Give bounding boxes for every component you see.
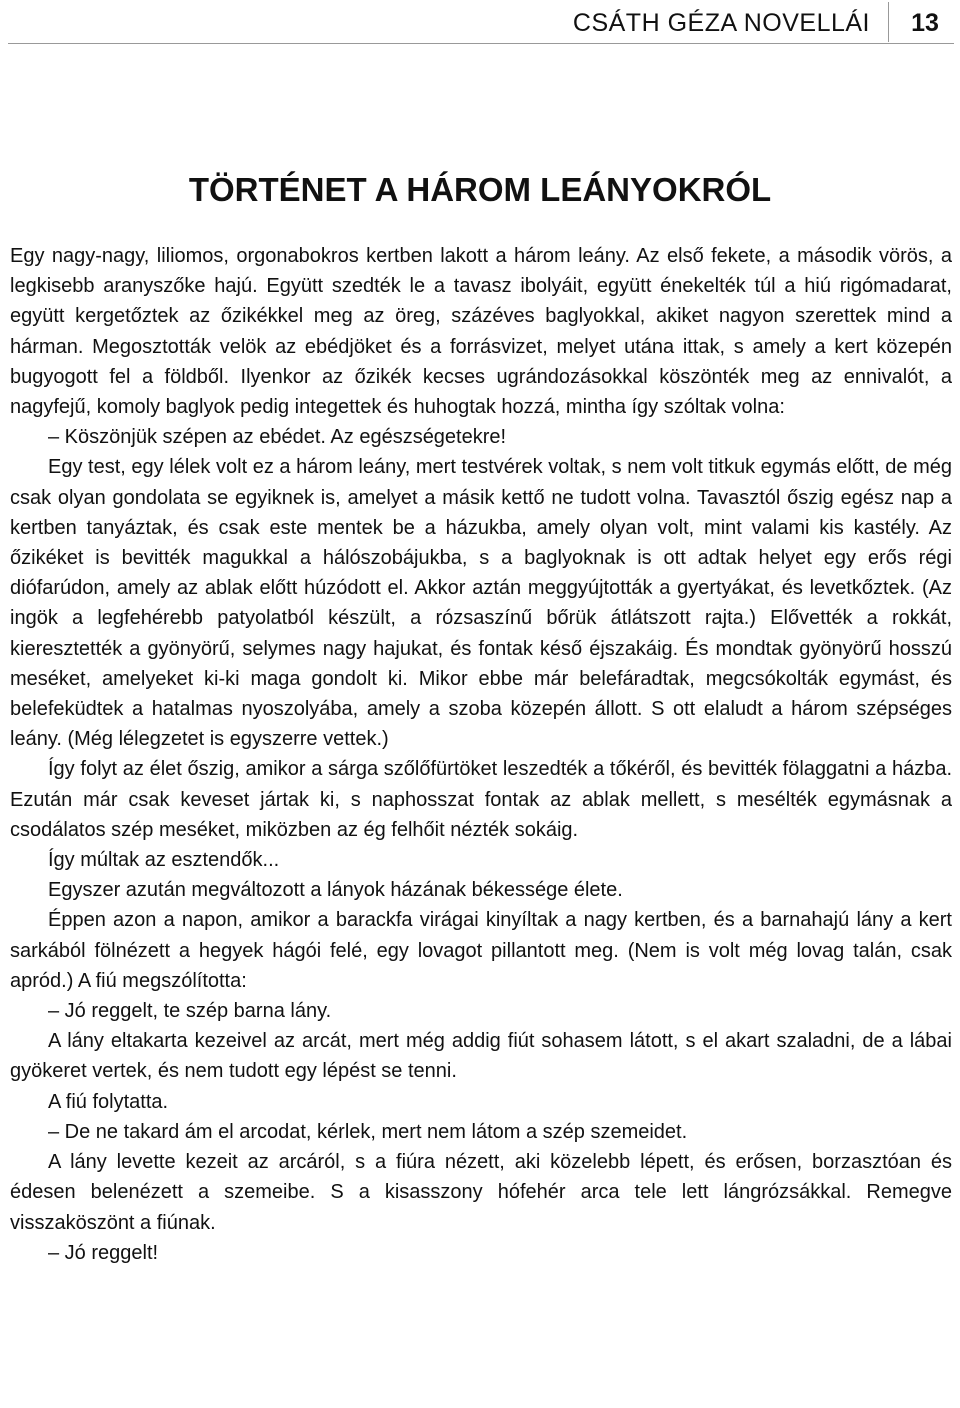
paragraph: Egyszer azután megváltozott a lányok házának békessége élete. bbox=[48, 879, 623, 902]
running-header bbox=[0, 0, 960, 44]
paragraph: Egy nagy-nagy, liliomos, orgonabokros kertben lakott a három leány. Az első fekete, a második vörös, a legkisebb aranyszőke hajú. Együtt szedték le a tavasz ibolyáit, együtt énekelték túl a hiú rigómadarat, együtt kergetőztek az őzikékkel meg az öreg, százéves baglyokkal, akiket nagyon szerettek mind a hárman. Megosztották velök az ebédjöket és a forrásvizet, melyet utána ittak, s amely a kert közepén bugyogott fel a földből. Ilyenkor az őzikék kecses ugrándozásokkal köszönték meg az ennivalót, a nagyfejű, komoly baglyok pedig integettek és huhogtak hozzá, mintha így szóltak volna: bbox=[10, 245, 952, 419]
paragraph: A lány eltakarta kezeivel az arcát, mert még addig fiút sohasem látott, s el akart szaladni, de a lábai gyökeret vertek, és nem tudott egy lépést se tenni. bbox=[10, 1030, 952, 1083]
paragraph: A fiú folytatta. bbox=[48, 1090, 169, 1113]
story-title: TÖRTÉNET A HÁROM LEÁNYOKRÓL bbox=[188, 171, 772, 208]
dialogue-line: – Jó reggelt, te szép barna lány. bbox=[48, 1000, 332, 1023]
header-rule bbox=[8, 43, 954, 44]
story-body bbox=[10, 241, 952, 1268]
paragraph: Így folyt az élet őszig, amikor a sárga szőlőfürtöket leszedték a tőkéről, és bevitték fölaggatni a házba. Ezután már csak keveset jártak ki, s naphosszat fontak az ablak mellett, s mesélték egymásnak a csodálatos szép meséket, miközben az ég felhőit nézték sokáig. bbox=[10, 758, 952, 841]
paragraph: Így múltak az esztendők... bbox=[48, 849, 280, 872]
paragraph: Egy test, egy lélek volt ez a három leány, mert testvérek voltak, s nem volt titkuk egymás előtt, de még csak olyan gondolata se egyiknek is, amelyet a másik kettő ne tudott volna. Tavasztól őszig egész nap a kertben tanyáztak, és csak este mentek be a házukba, amely olyan volt, mint valami kis kastély. Az őzikéket is bevitték magukkal a hálószobájukba, s a baglyoknak is ott adtak helyet egy erős régi diófarúdon, amely az ablak előtt húzódott el. Akkor aztán meggyújtották a gyertyákat, és levetkőztek. (Az ingök a legfehérebb patyolatból készült, a rózsaszínű bőrük átlátszott rajta.) Elővették a rokkát, kieresztették a gyönyörű, selymes nagy hajukat, és fontak késő éjszakáig. És mondtak gyönyörű hosszú meséket, amelyeket ki-ki maga gondolt ki. Mikor ebbe már belefáradtak, megcsókolták egymást, és belefeküdtek a hatalmas nyoszolyába, amely a szoba közepén állott. S ott elaludt a három szépséges leány. (Még lélegzetet is egyszerre vettek.) bbox=[10, 456, 952, 751]
header-separator bbox=[888, 2, 889, 42]
dialogue-line: – Jó reggelt! bbox=[48, 1241, 159, 1264]
dialogue-line: – Köszönjük szépen az ebédet. Az egészségetekre! bbox=[48, 426, 507, 449]
dialogue-line: – De ne takard ám el arcodat, kérlek, mert nem látom a szép szemeidet. bbox=[48, 1120, 688, 1143]
paragraph: A lány levette kezeit az arcáról, s a fiúra nézett, aki közelebb lépett, és erősen, borzasztóan és édesen belenézett a szemeibe. S a kisasszony hófehér arca tele lett lángrózsákkal. Remegve visszaköszönt a fiúnak. bbox=[10, 1151, 952, 1234]
running-header-title: CSÁTH GÉZA NOVELLÁI bbox=[572, 9, 870, 37]
paragraph: Éppen azon a napon, amikor a barackfa virágai kinyíltak a nagy kertben, és a barnahajú lány a kert sarkából fölnézett a hegyek hágói felé, egy lovagot pillantott meg. (Nem is volt még lovag talán, csak apród.) A fiú megszólította: bbox=[10, 909, 952, 992]
page-number: 13 bbox=[911, 9, 939, 37]
